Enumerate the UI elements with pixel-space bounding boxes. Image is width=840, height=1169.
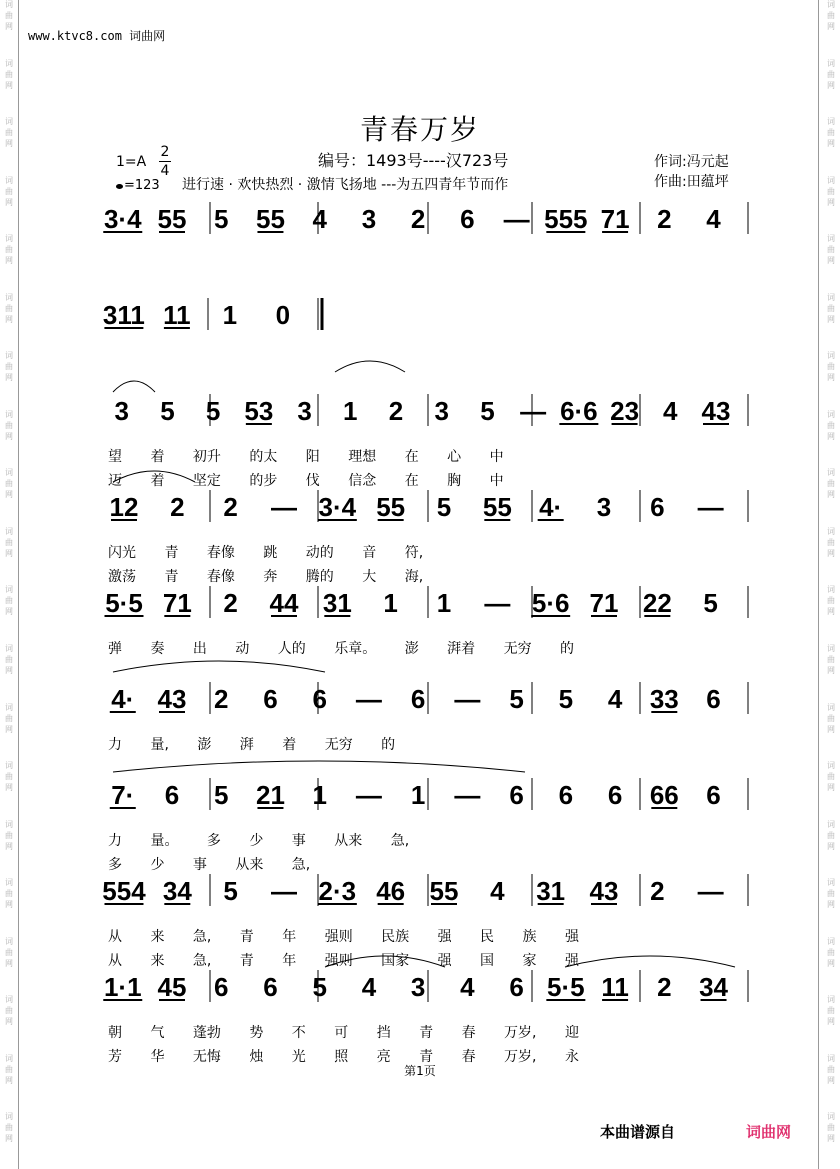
- note-token: —: [271, 492, 297, 522]
- note-token: 6: [164, 780, 180, 810]
- watermark-glyph: 网: [827, 256, 835, 266]
- note-token: —: [520, 396, 547, 426]
- note-token: 43: [589, 876, 619, 906]
- watermark-glyph: 词: [827, 995, 835, 1005]
- slur-arc: [113, 381, 155, 392]
- note-token: 6: [263, 972, 278, 1002]
- watermark-glyph: 曲: [827, 11, 835, 20]
- lyric-line: 迈 着 坚定 的步 伐 信念 在 胸 中: [108, 473, 504, 489]
- watermark-glyph: 曲: [5, 713, 13, 723]
- watermark-glyph: 网: [5, 607, 13, 617]
- watermark-glyph: 词: [5, 585, 13, 595]
- note-token: 5·5: [105, 588, 143, 618]
- lyric-line: 力 量, 澎 湃 着 无穷 的: [108, 737, 396, 753]
- watermark-glyph: 词: [5, 819, 13, 829]
- note-token: 4: [460, 972, 475, 1002]
- watermark-glyph: 网: [5, 197, 13, 207]
- watermark-glyph: 曲: [827, 420, 835, 430]
- watermark-glyph: 网: [5, 666, 13, 676]
- note-token: 22: [642, 588, 672, 618]
- note-token: 5: [558, 684, 574, 714]
- note-token: 5: [160, 396, 175, 426]
- note-token: 3: [410, 972, 426, 1002]
- watermark-glyph: 词: [827, 878, 835, 888]
- note-token: 2·3: [318, 876, 357, 906]
- watermark-glyph: 网: [827, 373, 835, 383]
- note-token: 5: [312, 972, 327, 1002]
- watermark-glyph: 曲: [5, 420, 13, 430]
- note-token: —: [454, 780, 481, 810]
- note-token: 31: [322, 588, 352, 618]
- watermark-glyph: 网: [827, 80, 835, 90]
- note-token: 6: [607, 780, 623, 810]
- note-token: 21: [256, 780, 285, 810]
- lyric-line: 朝 气 蓬勃 势 不 可 挡 青 春 万岁, 迎: [108, 1025, 579, 1041]
- watermark-glyph: 网: [827, 841, 835, 851]
- note-token: 5: [223, 876, 238, 906]
- expression-marking: 进行速 · 欢快热烈 · 激情飞扬地 ---为五四青年节而作: [182, 177, 509, 193]
- note-token: 3: [596, 492, 612, 522]
- watermark-glyph: 词: [5, 234, 13, 244]
- lyric-line: 多 少 事 从来 急,: [108, 857, 311, 873]
- note-token: 12: [109, 492, 139, 522]
- note-token: 46: [376, 876, 406, 906]
- note-token: 5: [213, 780, 229, 810]
- meter-top: 2: [160, 144, 170, 160]
- watermark-glyph: 网: [827, 490, 835, 500]
- brand-link[interactable]: 词曲网: [746, 1123, 792, 1141]
- note-token: 5·6: [531, 588, 570, 618]
- note-token: 23: [610, 396, 640, 426]
- watermark-glyph: 曲: [5, 362, 13, 372]
- watermark-glyph: 曲: [827, 596, 835, 606]
- note-token: 2: [657, 204, 672, 234]
- note-token: 1: [436, 588, 452, 618]
- watermark-glyph: 词: [5, 526, 13, 536]
- watermark-glyph: 词: [827, 526, 835, 536]
- note-token: 6: [263, 684, 278, 714]
- note-token: 5: [509, 684, 524, 714]
- note-token: 311: [102, 300, 145, 330]
- lyric-line: 弹 奏 出 动 人的 乐章。 澎 湃着 无穷 的: [108, 641, 575, 657]
- note-token: 45: [157, 972, 187, 1002]
- watermark-glyph: 曲: [827, 69, 835, 79]
- watermark-glyph: 曲: [5, 830, 13, 840]
- note-token: 31: [536, 876, 566, 906]
- note-token: 7·: [111, 780, 135, 810]
- note-token: —: [484, 588, 511, 618]
- lyric-line: 力 量。 多 少 事 从来 急,: [108, 833, 410, 849]
- watermark-glyph: 词: [5, 702, 13, 712]
- watermark-glyph: 词: [827, 0, 835, 9]
- watermark-glyph: 词: [827, 936, 835, 946]
- note-token: 5: [205, 396, 221, 426]
- note-token: 4: [361, 972, 377, 1002]
- watermark-glyph: 曲: [827, 303, 835, 313]
- lyric-line: 望 着 初升 的太 阳 理想 在 心 中: [108, 449, 504, 465]
- lyric-line: 闪光 青 春像 跳 动的 音 符,: [108, 545, 424, 561]
- watermark-glyph: 网: [5, 1017, 13, 1027]
- watermark-glyph: 词: [827, 702, 835, 712]
- lyric-line: 从 来 急, 青 年 强则 民族 强 民 族 强: [108, 929, 579, 945]
- tempo-value: =123: [124, 178, 160, 193]
- watermark-glyph: 词: [827, 234, 835, 244]
- watermark-glyph: 曲: [827, 128, 835, 138]
- watermark-glyph: 词: [5, 878, 13, 888]
- watermark-glyph: 词: [5, 58, 13, 68]
- note-token: 6: [706, 684, 721, 714]
- note-token: 1: [222, 300, 238, 330]
- note-token: 4·: [539, 492, 563, 522]
- note-token: 3: [114, 396, 129, 426]
- key-signature: 1=A: [116, 154, 147, 170]
- watermark-glyph: 曲: [5, 947, 13, 957]
- watermark-glyph: 网: [827, 900, 835, 910]
- note-token: 0: [275, 300, 291, 330]
- note-token: 3·4: [318, 492, 357, 522]
- watermark-glyph: 词: [827, 468, 835, 478]
- note-token: 71: [162, 588, 192, 618]
- note-token: 6: [410, 684, 426, 714]
- note-token: —: [271, 876, 297, 906]
- slur-arc: [113, 661, 325, 672]
- watermark-glyph: 词: [5, 468, 13, 478]
- slur-arc: [335, 361, 405, 372]
- watermark-glyph: 曲: [5, 889, 13, 899]
- watermark-glyph: 网: [827, 1017, 835, 1027]
- watermark-glyph: 词: [5, 936, 13, 946]
- lyric-line: 激荡 青 春像 奔 腾的 大 海,: [108, 569, 424, 585]
- watermark-glyph: 词: [827, 585, 835, 595]
- note-token: 6: [509, 972, 524, 1002]
- watermark-glyph: 曲: [827, 1064, 835, 1074]
- watermark-glyph: 网: [5, 80, 13, 90]
- note-token: 6: [213, 972, 229, 1002]
- watermark-glyph: 网: [5, 724, 13, 734]
- watermark-glyph: 曲: [5, 655, 13, 665]
- watermark-glyph: 网: [827, 197, 835, 207]
- note-token: 2: [388, 396, 404, 426]
- watermark-glyph: 词: [5, 644, 13, 654]
- note-token: 2: [410, 204, 426, 234]
- watermark-glyph: 网: [5, 256, 13, 266]
- watermark-glyph: 曲: [827, 537, 835, 547]
- watermark-glyph: 曲: [827, 1123, 835, 1133]
- watermark-glyph: 网: [5, 431, 13, 441]
- note-token: 44: [269, 588, 299, 618]
- note-token: 6: [509, 780, 524, 810]
- slur-arc: [113, 761, 525, 772]
- site-url[interactable]: www.ktvc8.com 词曲网: [28, 29, 166, 43]
- watermark-glyph: 曲: [827, 713, 835, 723]
- note-token: —: [503, 204, 530, 234]
- watermark-glyph: 曲: [827, 186, 835, 196]
- note-token: 6: [650, 492, 665, 522]
- watermark-glyph: 网: [827, 431, 835, 441]
- note-token: 1: [410, 780, 426, 810]
- note-token: 5·5: [547, 972, 585, 1002]
- watermark-glyph: 网: [5, 1075, 13, 1085]
- watermark-glyph: 网: [5, 490, 13, 500]
- watermark-glyph: 曲: [5, 69, 13, 79]
- watermark-glyph: 曲: [5, 128, 13, 138]
- watermark-glyph: 词: [827, 409, 835, 419]
- note-token: 11: [163, 300, 191, 330]
- watermark-glyph: 曲: [827, 1006, 835, 1016]
- note-token: 66: [649, 780, 679, 810]
- watermark-glyph: 曲: [5, 186, 13, 196]
- page-number: 第1页: [404, 1064, 436, 1078]
- watermark-glyph: 网: [827, 783, 835, 793]
- watermark-glyph: 词: [827, 644, 835, 654]
- watermark-glyph: 曲: [827, 772, 835, 782]
- source-label: 本曲谱源自: [600, 1123, 676, 1141]
- watermark-glyph: 词: [827, 1053, 835, 1063]
- watermark-glyph: 词: [827, 351, 835, 361]
- note-token: 53: [244, 396, 274, 426]
- watermark-glyph: 曲: [827, 655, 835, 665]
- note-token: 6: [558, 780, 574, 810]
- watermark-glyph: 网: [5, 900, 13, 910]
- watermark-glyph: 词: [827, 761, 835, 771]
- note-token: 71: [600, 204, 630, 234]
- watermark-glyph: 网: [827, 724, 835, 734]
- watermark-glyph: 词: [5, 1053, 13, 1063]
- note-token: 55: [157, 204, 187, 234]
- note-token: 554: [102, 876, 146, 906]
- watermark-glyph: 网: [5, 1134, 13, 1144]
- note-token: 6: [706, 780, 721, 810]
- watermark-glyph: 网: [5, 139, 13, 149]
- watermark-glyph: 网: [827, 1134, 835, 1144]
- watermark-glyph: 网: [5, 314, 13, 324]
- watermark-glyph: 网: [827, 958, 835, 968]
- watermark-glyph: 词: [5, 761, 13, 771]
- note-token: 3: [361, 204, 377, 234]
- note-token: 34: [162, 876, 192, 906]
- note-token: 1·1: [103, 972, 142, 1002]
- note-token: 3·4: [103, 204, 142, 234]
- watermark-glyph: 词: [5, 995, 13, 1005]
- note-token: 43: [157, 684, 187, 714]
- note-token: —: [454, 684, 481, 714]
- note-token: 71: [589, 588, 619, 618]
- watermark-glyph: 曲: [5, 245, 13, 255]
- watermark-glyph: 曲: [5, 537, 13, 547]
- note-token: 2: [223, 588, 238, 618]
- watermark-glyph: 词: [827, 292, 835, 302]
- note-token: 6: [312, 684, 327, 714]
- note-token: 4·: [111, 684, 135, 714]
- watermark-glyph: 网: [827, 139, 835, 149]
- watermark-glyph: 词: [5, 117, 13, 127]
- watermark-glyph: 词: [5, 409, 13, 419]
- note-token: 5: [436, 492, 452, 522]
- note-token: 2: [650, 876, 665, 906]
- note-token: 3: [434, 396, 449, 426]
- watermark-glyph: 词: [5, 0, 13, 9]
- note-token: 1: [312, 780, 327, 810]
- watermark-glyph: 曲: [5, 1006, 13, 1016]
- watermark-glyph: 网: [827, 1075, 835, 1085]
- watermark-glyph: 曲: [827, 479, 835, 489]
- watermark-glyph: 网: [5, 373, 13, 383]
- watermark-glyph: 网: [5, 548, 13, 558]
- lyric-line: 芳 华 无悔 烛 光 照 亮 青 春 万岁, 永: [108, 1049, 579, 1065]
- note-token: 4: [490, 876, 505, 906]
- meter-bottom: 4: [160, 163, 170, 179]
- note-token: 5: [213, 204, 229, 234]
- watermark-glyph: 曲: [5, 1064, 13, 1074]
- note-token: 33: [649, 684, 679, 714]
- watermark-glyph: 曲: [827, 362, 835, 372]
- note-token: 43: [701, 396, 731, 426]
- note-token: 11: [601, 972, 629, 1002]
- note-token: 1: [343, 396, 358, 426]
- note-token: 55: [376, 492, 406, 522]
- watermark-glyph: 词: [5, 1112, 13, 1122]
- watermark-glyph: 词: [5, 351, 13, 361]
- song-title: 青春万岁: [359, 113, 480, 146]
- note-token: —: [355, 684, 382, 714]
- watermark-glyph: 曲: [5, 1123, 13, 1133]
- watermark-glyph: 曲: [5, 11, 13, 20]
- note-token: 55: [429, 876, 459, 906]
- watermark-glyph: 曲: [5, 772, 13, 782]
- note-token: 2: [657, 972, 672, 1002]
- watermark-glyph: 词: [5, 292, 13, 302]
- watermark-glyph: 网: [5, 783, 13, 793]
- watermark-glyph: 曲: [827, 830, 835, 840]
- watermark-glyph: 曲: [827, 889, 835, 899]
- note-token: —: [355, 780, 382, 810]
- watermark-glyph: 词: [827, 1112, 835, 1122]
- note-token: 6: [460, 204, 475, 234]
- note-token: 555: [544, 204, 588, 234]
- watermark-glyph: 词: [827, 58, 835, 68]
- note-token: 4: [706, 204, 721, 234]
- note-token: —: [697, 876, 724, 906]
- note-token: —: [697, 492, 724, 522]
- note-token: 55: [482, 492, 512, 522]
- watermark-glyph: 词: [827, 117, 835, 127]
- note-token: 6·6: [560, 396, 598, 426]
- score-number: 编号：1493号----汉723号: [318, 151, 509, 170]
- watermark-glyph: 网: [5, 22, 13, 31]
- note-token: 55: [256, 204, 285, 234]
- watermark-glyph: 曲: [5, 479, 13, 489]
- note-token: 4: [312, 204, 327, 234]
- lyricist: 作词:冯元起: [654, 154, 729, 170]
- composer: 作曲:田蕴坪: [654, 174, 729, 190]
- watermark-glyph: 曲: [827, 245, 835, 255]
- watermark-glyph: 网: [827, 666, 835, 676]
- note-token: 5: [703, 588, 718, 618]
- watermark-glyph: 曲: [5, 303, 13, 313]
- watermark-glyph: 词: [827, 175, 835, 185]
- watermark-glyph: 词: [5, 175, 13, 185]
- watermark-glyph: 网: [827, 314, 835, 324]
- watermark-glyph: 曲: [5, 596, 13, 606]
- note-token: 1: [383, 588, 398, 618]
- watermark-glyph: 网: [827, 548, 835, 558]
- note-token: 3: [297, 396, 312, 426]
- watermark-glyph: 网: [5, 841, 13, 851]
- watermark-glyph: 词: [827, 819, 835, 829]
- note-token: 2: [223, 492, 238, 522]
- lyric-line: 从 来 急, 青 年 强则 国家 强 国 家 强: [108, 953, 579, 969]
- note-token: 2: [213, 684, 229, 714]
- note-token: 34: [699, 972, 728, 1002]
- note-token: 2: [170, 492, 185, 522]
- watermark-glyph: 曲: [827, 947, 835, 957]
- watermark-glyph: 网: [5, 958, 13, 968]
- note-token: 5: [480, 396, 495, 426]
- watermark-glyph: 网: [827, 22, 835, 31]
- note-token: 4: [607, 684, 623, 714]
- note-token: 4: [663, 396, 678, 426]
- watermark-glyph: 网: [827, 607, 835, 617]
